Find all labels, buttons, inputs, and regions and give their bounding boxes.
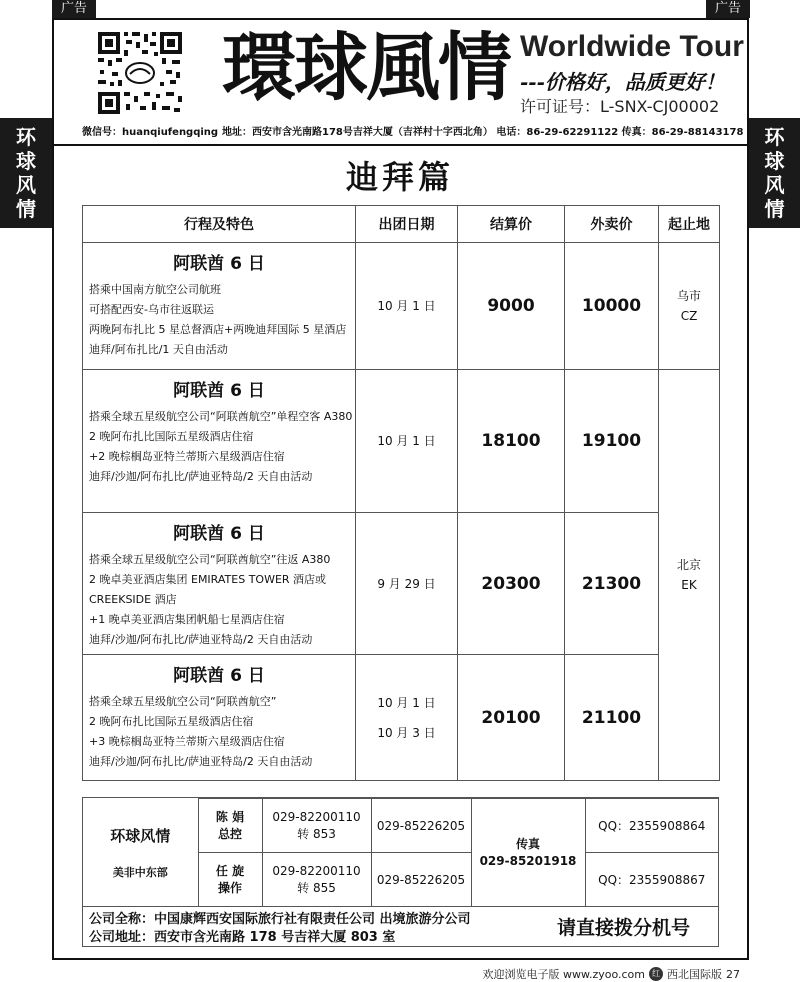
contact-qq-cell: [585, 799, 718, 853]
trip-name: 阿联酋 6 日: [173, 666, 265, 686]
trip-line: 2 晚阿布扎比国际五星级酒店住宿: [89, 715, 254, 728]
contact-phone: 029-82200110: [272, 809, 361, 824]
license-number: 许可证号：L-SNX-CJ00002: [520, 97, 720, 116]
contact-brand-cell: [83, 799, 198, 907]
side-tab-char: 情: [16, 197, 36, 221]
brand-english-name: Worldwide Tour: [520, 30, 744, 63]
trip-line: 可搭配西安-乌市往返联运: [89, 303, 214, 316]
contact-table: [83, 798, 718, 907]
table-row: [83, 243, 720, 370]
trip-line: 搭乘中国南方航空公司航班: [89, 283, 221, 296]
table-row: [83, 513, 720, 655]
net-price: 20300: [481, 573, 541, 594]
side-tab-char: 情: [764, 197, 785, 221]
trip-line: 2 晚阿布扎比国际五星级酒店住宿: [89, 430, 254, 443]
retail-price-cell: [565, 370, 659, 513]
retail-price: 19100: [581, 431, 642, 451]
trip-description: [83, 513, 356, 655]
contact-person-cell: [198, 853, 262, 907]
departure-date: 10 月 3 日: [377, 725, 436, 740]
departure-date: 10 月 1 日: [377, 695, 436, 710]
contact-tel2-cell: [371, 853, 471, 907]
trip-name: 阿联酋 6 日: [173, 254, 265, 274]
trip-line: 迪拜/阿布扎比/1 天自由活动: [89, 343, 228, 356]
net-price: 9000: [487, 296, 535, 316]
header-origin: 起止地: [659, 206, 720, 243]
trip-line: CREEKSIDE 酒店: [89, 593, 177, 606]
company-address: 公司地址：西安市含光南路 178 号吉祥大厦 803 室: [89, 930, 396, 945]
net-price: 18100: [481, 431, 541, 451]
net-price-cell: [458, 655, 565, 781]
table-row: [83, 655, 720, 781]
qr-code-icon: [96, 30, 184, 116]
page-footer: [482, 966, 740, 982]
footer-edition: 西北国际版: [667, 968, 722, 981]
trip-line: 2 晚卓美亚酒店集团 EMIRATES TOWER 酒店或: [89, 573, 327, 586]
contact-row: [83, 799, 718, 853]
contact-name: 任 旋: [215, 863, 245, 878]
trip-dates: [356, 655, 458, 781]
contact-qq-cell: [585, 853, 718, 907]
page-number: 27: [726, 967, 740, 981]
airline-code: EK: [681, 578, 697, 592]
fax-label: 传真: [515, 836, 540, 851]
trip-name: 阿联酋 6 日: [173, 524, 265, 544]
retail-price-cell: [565, 655, 659, 781]
departure-date: 10 月 1 日: [377, 299, 436, 313]
trip-dates: [356, 513, 458, 655]
header-itinerary: 行程及特色: [83, 206, 356, 243]
contact-extension: 转 853: [297, 826, 336, 841]
retail-price: 21300: [581, 573, 642, 594]
brand-logo: 環球風情: [222, 25, 510, 111]
trip-description: [83, 243, 356, 370]
slogan: ---价格好，品质更好！: [520, 70, 725, 94]
contact-department: 美非中东部: [112, 865, 168, 879]
net-price-cell: [458, 513, 565, 655]
fax-number: 029-85201918: [479, 853, 577, 868]
net-price: 20100: [481, 707, 541, 728]
trip-dates: [356, 243, 458, 370]
origin-city: 乌市: [676, 289, 701, 303]
contact-tel2: 029-85226205: [376, 872, 466, 887]
contact-phone-cell: [262, 799, 371, 853]
table-header-row: [83, 206, 720, 243]
trip-line: 迪拜/沙迦/阿布扎比/萨迪亚特岛/2 天自由活动: [89, 633, 313, 646]
departure-date: 9 月 29 日: [377, 576, 436, 591]
magazine-logo-icon: 红: [649, 967, 663, 981]
address-line: 地址：西安市含光南路178号吉祥大厦（吉祥村十字西北角） 电话：86-29-62291122 传真：86-29-88143178: [222, 127, 744, 138]
trip-line: 两晚阿布扎比 5 星总督酒店+两晚迪拜国际 5 星酒店: [89, 323, 347, 336]
trip-line: 迪拜/沙迦/阿布扎比/萨迪亚特岛/2 天自由活动: [89, 755, 313, 768]
net-price-cell: [458, 370, 565, 513]
contact-qq: QQ：2355908867: [598, 873, 706, 887]
contact-phone-cell: [262, 853, 371, 907]
fax-cell: [471, 799, 585, 907]
section-title: 迪拜篇: [345, 158, 454, 196]
side-tab-char: 风: [16, 173, 36, 197]
trip-description: [83, 655, 356, 781]
company-full-name: 公司全称：中国康辉西安国际旅行社有限责任公司 出境旅游分公司: [89, 912, 471, 927]
contact-name: 陈 娟: [215, 809, 245, 824]
ad-label-left: 广告: [52, 0, 96, 18]
trip-name: 阿联酋 6 日: [173, 381, 265, 401]
ad-label-right: 广告: [706, 0, 750, 18]
header-date: 出团日期: [356, 206, 458, 243]
call-extension-note: 请直接拨分机号: [557, 917, 691, 939]
origin-cell: [659, 370, 720, 781]
contact-box: [82, 797, 719, 947]
airline-code: CZ: [680, 309, 698, 323]
retail-price-cell: [565, 243, 659, 370]
contact-person-cell: [198, 799, 262, 853]
side-tab-char: 风: [764, 173, 785, 197]
trip-line: +1 晚卓美亚酒店集团帆船七星酒店住宿: [89, 613, 285, 626]
footer-welcome: 欢迎浏览电子版 www.zyoo.com: [482, 968, 645, 981]
table-row: [83, 370, 720, 513]
departure-date: 10 月 1 日: [377, 434, 436, 448]
side-tab-char: 环: [16, 125, 36, 149]
header-divider: [52, 144, 749, 146]
contact-title: 操作: [217, 880, 242, 895]
side-tab-char: 球: [16, 149, 36, 173]
contact-qq: QQ：2355908864: [598, 819, 706, 833]
trip-line: 迪拜/沙迦/阿布扎比/萨迪亚特岛/2 天自由活动: [89, 470, 313, 483]
contact-tel2: 029-85226205: [376, 818, 466, 833]
header-net-price: 结算价: [458, 206, 565, 243]
wechat-id: 微信号：huanqiufengqing: [82, 127, 219, 138]
origin-city: 北京: [676, 558, 701, 572]
contact-brand: 环球风情: [110, 826, 171, 845]
contact-phone: 029-82200110: [272, 863, 361, 878]
contact-title: 总控: [217, 826, 242, 841]
net-price-cell: [458, 243, 565, 370]
trip-description: [83, 370, 356, 513]
side-tab-char: 球: [764, 149, 785, 173]
side-tab-char: 环: [764, 125, 785, 149]
origin-cell: [659, 243, 720, 370]
contact-tel2-cell: [371, 799, 471, 853]
trip-line: 搭乘全球五星级航空公司“阿联酋航空”单程空客 A380: [89, 410, 353, 423]
tour-table: [82, 205, 720, 781]
retail-price-cell: [565, 513, 659, 655]
trip-line: +3 晚棕榈岛亚特兰蒂斯六星级酒店住宿: [89, 735, 285, 748]
trip-line: 搭乘全球五星级航空公司“阿联酋航空”: [89, 695, 277, 708]
trip-line: +2 晚棕榈岛亚特兰蒂斯六星级酒店住宿: [89, 450, 285, 463]
retail-price: 21100: [581, 707, 642, 728]
retail-price: 10000: [581, 296, 642, 316]
trip-line: 搭乘全球五星级航空公司“阿联酋航空”往返 A380: [89, 553, 331, 566]
header-retail-price: 外卖价: [565, 206, 659, 243]
trip-dates: [356, 370, 458, 513]
contact-extension: 转 855: [297, 880, 336, 895]
